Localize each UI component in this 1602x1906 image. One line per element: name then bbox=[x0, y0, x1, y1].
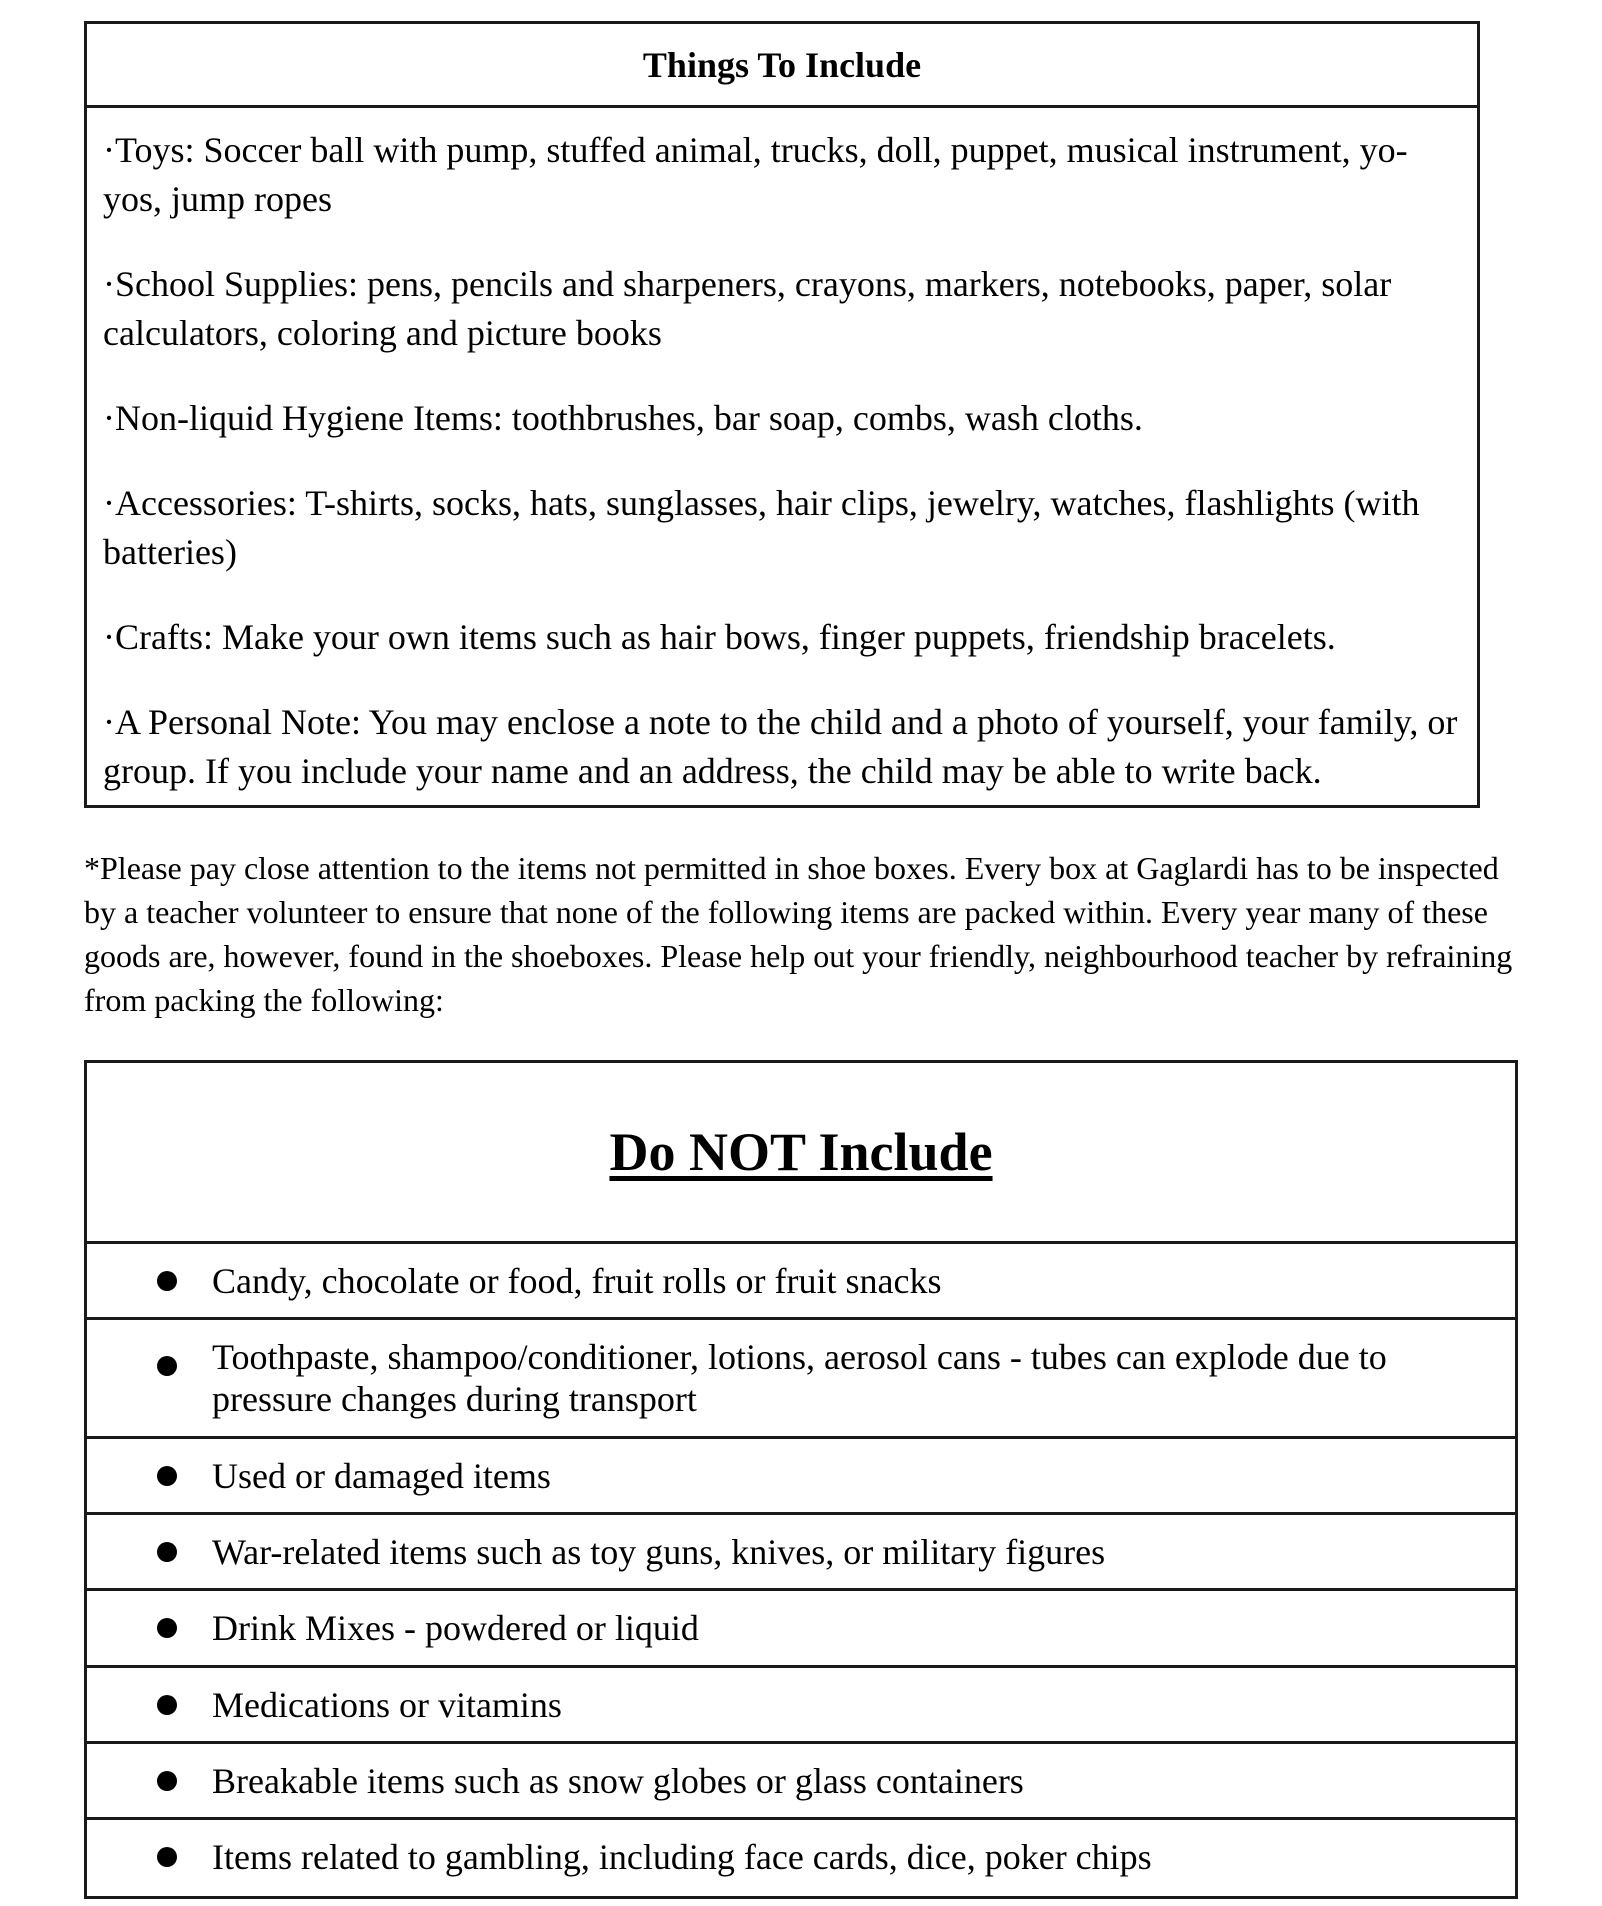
bullet-icon bbox=[157, 1356, 177, 1376]
exclude-item-text: Candy, chocolate or food, fruit rolls or fruit snacks bbox=[212, 1260, 942, 1301]
bullet-icon bbox=[157, 1271, 177, 1291]
exclude-item-text: Used or damaged items bbox=[212, 1455, 551, 1496]
include-item-accessories: ·Accessories: T-shirts, socks, hats, sunglasses, hair clips, jewelry, watches, flashlights (with batteries) bbox=[103, 483, 1420, 572]
bullet-icon bbox=[157, 1695, 177, 1715]
exclude-row bbox=[87, 1244, 1515, 1320]
include-item-toys: ·Toys: Soccer ball with pump, stuffed animal, trucks, doll, puppet, musical instrument, yo-yos, jump ropes bbox=[103, 130, 1408, 219]
bullet-icon bbox=[157, 1466, 177, 1486]
exclude-table-header bbox=[87, 1063, 1515, 1244]
do-not-include-table bbox=[84, 1060, 1518, 1899]
bullet-icon bbox=[157, 1847, 177, 1867]
exclude-row bbox=[87, 1820, 1515, 1893]
things-to-include-table bbox=[84, 21, 1480, 808]
include-item-school-supplies: ·School Supplies: pens, pencils and sharpeners, crayons, markers, notebooks, paper, solar calculators, coloring and picture books bbox=[103, 264, 1392, 353]
exclude-row bbox=[87, 1515, 1515, 1591]
bullet-icon bbox=[157, 1618, 177, 1638]
exclude-item-text: Items related to gambling, including face cards, dice, poker chips bbox=[212, 1836, 1152, 1877]
exclude-item-text: War-related items such as toy guns, knives, or military figures bbox=[212, 1531, 1106, 1572]
exclude-item-text: Breakable items such as snow globes or glass containers bbox=[212, 1760, 1024, 1801]
include-item-hygiene: ·Non-liquid Hygiene Items: toothbrushes, bar soap, combs, wash cloths. bbox=[103, 398, 1143, 438]
bullet-icon bbox=[157, 1771, 177, 1791]
exclude-row bbox=[87, 1744, 1515, 1820]
exclude-item-text: Medications or vitamins bbox=[212, 1684, 562, 1725]
inspection-notice: *Please pay close attention to the items not permitted in shoe boxes. Every box at Gaglardi has to be inspected by a teacher volunteer to ensure that none of the following items are packed within. Every year many of these goods are, however, found in the shoeboxes. Please help out your friendly, neighbourhood teacher by refraining from packing the following: bbox=[84, 850, 1513, 1018]
exclude-item-text: Drink Mixes - powdered or liquid bbox=[212, 1608, 699, 1648]
include-item-crafts: ·Crafts: Make your own items such as hair bows, finger puppets, friendship bracelets. bbox=[103, 617, 1336, 657]
exclude-item-text: Toothpaste, shampoo/conditioner, lotions, aerosol cans - tubes can explode due to pressure changes during transport bbox=[212, 1337, 1387, 1419]
bullet-icon bbox=[157, 1542, 177, 1562]
include-item-personal-note: ·A Personal Note: You may enclose a note to the child and a photo of yourself, your family, or group. If you include your name and an address, the child may be able to write back. bbox=[103, 702, 1458, 791]
include-list bbox=[87, 108, 1477, 796]
exclude-title: Do NOT Include bbox=[609, 1122, 993, 1182]
exclude-row bbox=[87, 1591, 1515, 1668]
include-title: Things To Include bbox=[642, 44, 922, 85]
exclude-row bbox=[87, 1439, 1515, 1515]
exclude-row bbox=[87, 1668, 1515, 1744]
include-table-header bbox=[87, 24, 1477, 108]
exclude-row bbox=[87, 1320, 1515, 1439]
